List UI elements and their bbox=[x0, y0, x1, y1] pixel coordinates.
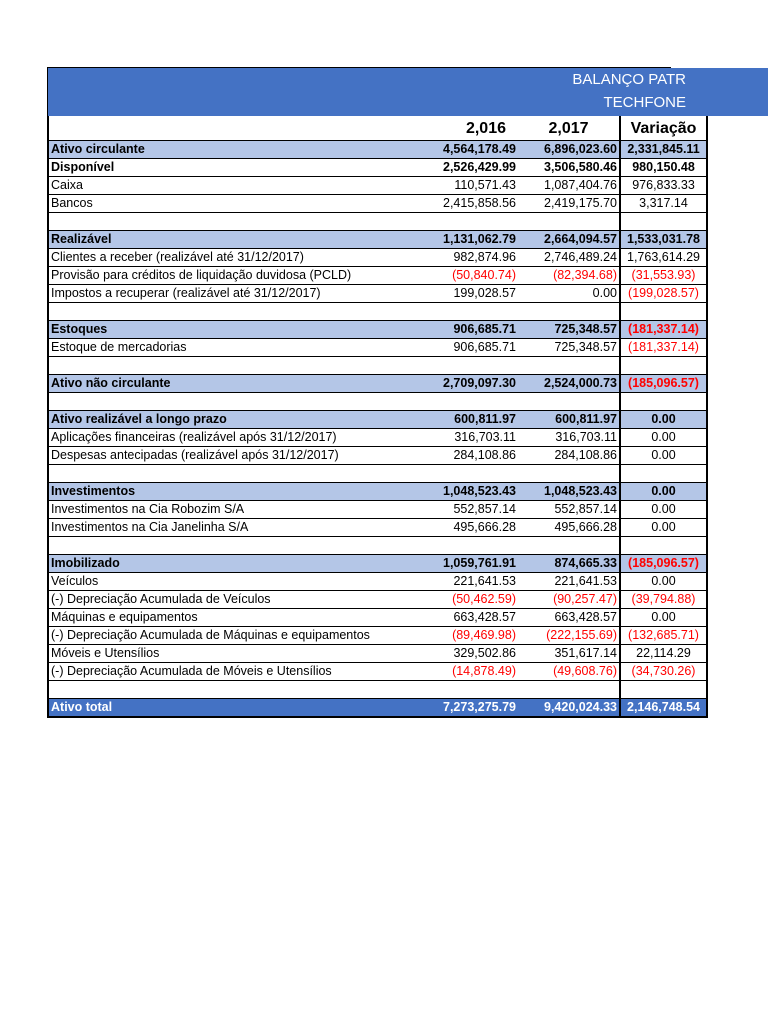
value-2017-cell bbox=[518, 393, 620, 411]
account-label-cell: Estoques bbox=[48, 321, 383, 339]
variation-cell: 1,763,614.29 bbox=[620, 249, 707, 267]
table-row bbox=[48, 501, 707, 519]
table-row bbox=[48, 663, 707, 681]
account-label-cell bbox=[48, 537, 383, 555]
spacer-row bbox=[48, 393, 707, 411]
account-label-cell: Investimentos bbox=[48, 483, 383, 501]
value-2016-cell bbox=[383, 393, 518, 411]
value-2017-cell bbox=[518, 357, 620, 375]
value-2017-cell: 9,420,024.33 bbox=[518, 699, 620, 718]
table-row bbox=[48, 411, 707, 429]
balance-sheet-table bbox=[47, 116, 708, 718]
variation-cell: (181,337.14) bbox=[620, 339, 707, 357]
table-row bbox=[48, 375, 707, 393]
account-label-cell: Imobilizado bbox=[48, 555, 383, 573]
account-label-cell: Veículos bbox=[48, 573, 383, 591]
variation-cell: 22,114.29 bbox=[620, 645, 707, 663]
account-label-cell: Provisão para créditos de liquidação duvidosa (PCLD) bbox=[48, 267, 383, 285]
variation-cell bbox=[620, 681, 707, 699]
title-banner bbox=[48, 68, 768, 116]
value-2017-cell: 284,108.86 bbox=[518, 447, 620, 465]
value-2016-cell: 906,685.71 bbox=[383, 339, 518, 357]
account-label-cell: Realizável bbox=[48, 231, 383, 249]
value-2016-cell: 2,415,858.56 bbox=[383, 195, 518, 213]
table-row bbox=[48, 339, 707, 357]
value-2016-cell: 663,428.57 bbox=[383, 609, 518, 627]
value-2016-cell: 329,502.86 bbox=[383, 645, 518, 663]
variation-cell: 2,331,845.11 bbox=[620, 141, 707, 159]
spacer-row bbox=[48, 357, 707, 375]
column-header-row bbox=[48, 116, 707, 141]
spacer-row bbox=[48, 465, 707, 483]
account-label-cell: Impostos a recuperar (realizável até 31/12/2017) bbox=[48, 285, 383, 303]
value-2016-cell bbox=[383, 537, 518, 555]
value-2016-cell: 1,048,523.43 bbox=[383, 483, 518, 501]
variation-cell: 0.00 bbox=[620, 411, 707, 429]
variation-cell: (39,794.88) bbox=[620, 591, 707, 609]
variation-cell: 0.00 bbox=[620, 501, 707, 519]
account-label-cell: Clientes a receber (realizável até 31/12/2017) bbox=[48, 249, 383, 267]
value-2017-cell bbox=[518, 681, 620, 699]
variation-cell: 1,533,031.78 bbox=[620, 231, 707, 249]
value-2016-cell: 552,857.14 bbox=[383, 501, 518, 519]
table-row bbox=[48, 267, 707, 285]
company-name: TECHFONE bbox=[603, 94, 686, 111]
variation-cell: (199,028.57) bbox=[620, 285, 707, 303]
variation-cell: (185,096.57) bbox=[620, 375, 707, 393]
account-label-cell: Móveis e Utensílios bbox=[48, 645, 383, 663]
spacer-row bbox=[48, 303, 707, 321]
variation-cell: 0.00 bbox=[620, 429, 707, 447]
variation-cell: 0.00 bbox=[620, 573, 707, 591]
account-label-cell: Ativo total bbox=[48, 699, 383, 718]
value-2016-cell: 4,564,178.49 bbox=[383, 141, 518, 159]
account-label-cell: Máquinas e equipamentos bbox=[48, 609, 383, 627]
value-2016-cell: 1,131,062.79 bbox=[383, 231, 518, 249]
value-2016-cell: (89,469.98) bbox=[383, 627, 518, 645]
value-2017-cell: 600,811.97 bbox=[518, 411, 620, 429]
value-2017-cell: (222,155.69) bbox=[518, 627, 620, 645]
variation-cell: 0.00 bbox=[620, 483, 707, 501]
value-2017-cell: 316,703.11 bbox=[518, 429, 620, 447]
value-2016-cell: 199,028.57 bbox=[383, 285, 518, 303]
account-label-cell: Investimentos na Cia Janelinha S/A bbox=[48, 519, 383, 537]
variation-cell bbox=[620, 357, 707, 375]
account-label-cell: (-) Depreciação Acumulada de Veículos bbox=[48, 591, 383, 609]
table-row bbox=[48, 231, 707, 249]
variation-cell: 980,150.48 bbox=[620, 159, 707, 177]
value-2017-cell: 221,641.53 bbox=[518, 573, 620, 591]
value-2016-cell: 2,526,429.99 bbox=[383, 159, 518, 177]
table-row bbox=[48, 627, 707, 645]
account-label-cell bbox=[48, 681, 383, 699]
value-2016-cell: 316,703.11 bbox=[383, 429, 518, 447]
variation-cell: 0.00 bbox=[620, 609, 707, 627]
value-2017-cell bbox=[518, 303, 620, 321]
variation-cell bbox=[620, 303, 707, 321]
value-2017-cell: 725,348.57 bbox=[518, 321, 620, 339]
value-2016-cell: 495,666.28 bbox=[383, 519, 518, 537]
value-2017-cell: 2,664,094.57 bbox=[518, 231, 620, 249]
value-2016-cell bbox=[383, 465, 518, 483]
value-2016-cell: (14,878.49) bbox=[383, 663, 518, 681]
table-row bbox=[48, 159, 707, 177]
value-2017-cell: 0.00 bbox=[518, 285, 620, 303]
account-label-cell bbox=[48, 357, 383, 375]
account-label-cell: Aplicações financeiras (realizável após 31/12/2017) bbox=[48, 429, 383, 447]
variation-cell: 3,317.14 bbox=[620, 195, 707, 213]
table-row bbox=[48, 195, 707, 213]
variation-cell bbox=[620, 537, 707, 555]
report-title: BALANÇO PATR bbox=[572, 71, 686, 88]
account-label-cell: (-) Depreciação Acumulada de Móveis e Utensílios bbox=[48, 663, 383, 681]
value-2017-cell: 495,666.28 bbox=[518, 519, 620, 537]
value-2016-cell: (50,840.74) bbox=[383, 267, 518, 285]
account-label-cell: Estoque de mercadorias bbox=[48, 339, 383, 357]
account-label-cell bbox=[48, 465, 383, 483]
table-row bbox=[48, 555, 707, 573]
table-row bbox=[48, 177, 707, 195]
value-2016-cell: (50,462.59) bbox=[383, 591, 518, 609]
value-2016-cell: 110,571.43 bbox=[383, 177, 518, 195]
table-row bbox=[48, 609, 707, 627]
value-2017-cell: 874,665.33 bbox=[518, 555, 620, 573]
table-row bbox=[48, 447, 707, 465]
value-2017-cell: 1,087,404.76 bbox=[518, 177, 620, 195]
value-2016-cell bbox=[383, 213, 518, 231]
value-2017-cell: 552,857.14 bbox=[518, 501, 620, 519]
header-label-cell bbox=[48, 116, 383, 141]
value-2017-cell: 2,746,489.24 bbox=[518, 249, 620, 267]
variation-cell: (185,096.57) bbox=[620, 555, 707, 573]
value-2017-cell bbox=[518, 465, 620, 483]
variation-cell: (132,685.71) bbox=[620, 627, 707, 645]
header-2016: 2,016 bbox=[383, 116, 518, 141]
table-row bbox=[48, 573, 707, 591]
table-row bbox=[48, 285, 707, 303]
value-2017-cell: 6,896,023.60 bbox=[518, 141, 620, 159]
account-label-cell: Caixa bbox=[48, 177, 383, 195]
value-2017-cell: 1,048,523.43 bbox=[518, 483, 620, 501]
account-label-cell: Disponível bbox=[48, 159, 383, 177]
header-variation: Variação bbox=[620, 116, 707, 141]
value-2016-cell: 906,685.71 bbox=[383, 321, 518, 339]
value-2016-cell bbox=[383, 681, 518, 699]
account-label-cell bbox=[48, 303, 383, 321]
value-2016-cell: 2,709,097.30 bbox=[383, 375, 518, 393]
variation-cell: 0.00 bbox=[620, 447, 707, 465]
value-2016-cell: 284,108.86 bbox=[383, 447, 518, 465]
value-2017-cell bbox=[518, 213, 620, 231]
table-row bbox=[48, 645, 707, 663]
table-row bbox=[48, 321, 707, 339]
value-2016-cell: 600,811.97 bbox=[383, 411, 518, 429]
value-2017-cell: (49,608.76) bbox=[518, 663, 620, 681]
variation-cell: 976,833.33 bbox=[620, 177, 707, 195]
total-row bbox=[48, 699, 707, 718]
value-2017-cell: (90,257.47) bbox=[518, 591, 620, 609]
account-label-cell: Ativo realizável a longo prazo bbox=[48, 411, 383, 429]
variation-cell: (34,730.26) bbox=[620, 663, 707, 681]
value-2016-cell bbox=[383, 357, 518, 375]
value-2017-cell: 725,348.57 bbox=[518, 339, 620, 357]
table-row bbox=[48, 483, 707, 501]
value-2016-cell bbox=[383, 303, 518, 321]
spacer-row bbox=[48, 213, 707, 231]
account-label-cell bbox=[48, 393, 383, 411]
value-2017-cell bbox=[518, 537, 620, 555]
account-label-cell: Despesas antecipadas (realizável após 31/12/2017) bbox=[48, 447, 383, 465]
account-label-cell bbox=[48, 213, 383, 231]
spacer-row bbox=[48, 681, 707, 699]
value-2017-cell: 663,428.57 bbox=[518, 609, 620, 627]
account-label-cell: Ativo circulante bbox=[48, 141, 383, 159]
account-label-cell: Investimentos na Cia Robozim S/A bbox=[48, 501, 383, 519]
variation-cell bbox=[620, 393, 707, 411]
value-2017-cell: 3,506,580.46 bbox=[518, 159, 620, 177]
account-label-cell: Bancos bbox=[48, 195, 383, 213]
variation-cell: (181,337.14) bbox=[620, 321, 707, 339]
table-row bbox=[48, 141, 707, 159]
value-2016-cell: 221,641.53 bbox=[383, 573, 518, 591]
value-2016-cell: 982,874.96 bbox=[383, 249, 518, 267]
value-2017-cell: 2,524,000.73 bbox=[518, 375, 620, 393]
value-2017-cell: (82,394.68) bbox=[518, 267, 620, 285]
header-2017: 2,017 bbox=[518, 116, 620, 141]
account-label-cell: Ativo não circulante bbox=[48, 375, 383, 393]
value-2017-cell: 2,419,175.70 bbox=[518, 195, 620, 213]
variation-cell: (31,553.93) bbox=[620, 267, 707, 285]
table-row bbox=[48, 249, 707, 267]
variation-cell: 0.00 bbox=[620, 519, 707, 537]
value-2016-cell: 7,273,275.79 bbox=[383, 699, 518, 718]
table-row bbox=[48, 429, 707, 447]
table-row bbox=[48, 591, 707, 609]
value-2017-cell: 351,617.14 bbox=[518, 645, 620, 663]
variation-cell bbox=[620, 213, 707, 231]
table-row bbox=[48, 519, 707, 537]
value-2016-cell: 1,059,761.91 bbox=[383, 555, 518, 573]
spacer-row bbox=[48, 537, 707, 555]
variation-cell bbox=[620, 465, 707, 483]
account-label-cell: (-) Depreciação Acumulada de Máquinas e equipamentos bbox=[48, 627, 383, 645]
variation-cell: 2,146,748.54 bbox=[620, 699, 707, 718]
